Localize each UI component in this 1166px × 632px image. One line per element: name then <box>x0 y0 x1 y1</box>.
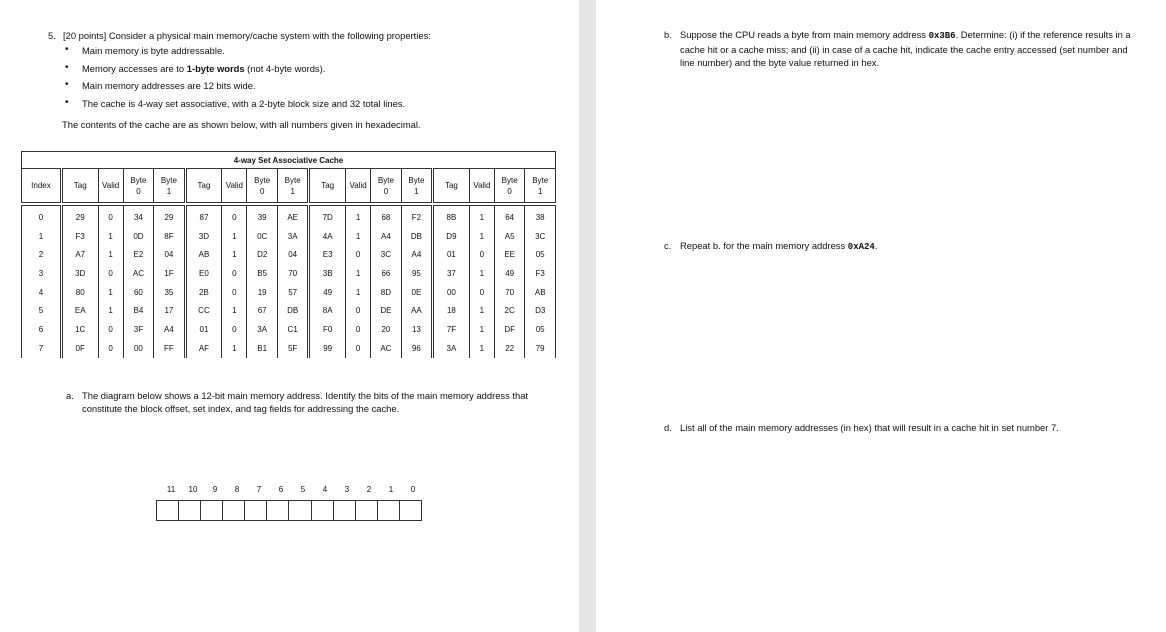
table-cell: 0 <box>98 339 123 358</box>
table-cell: 4A <box>309 227 346 246</box>
table-cell: 0 <box>222 264 247 283</box>
table-cell: 87 <box>185 206 222 227</box>
bit-box[interactable] <box>267 501 289 520</box>
table-cell: 22 <box>494 339 524 358</box>
table-cell: 5F <box>277 339 308 358</box>
table-cell: 2B <box>185 283 222 302</box>
table-cell: 3A <box>277 227 308 246</box>
table-cell: A7 <box>61 245 98 264</box>
table-cell: 00 <box>433 283 470 302</box>
table-cell: 3A <box>247 320 277 339</box>
table-cell: 0 <box>98 206 123 227</box>
table-cell: B5 <box>247 264 277 283</box>
set-index-cell: 7 <box>22 339 62 358</box>
table-cell: 0 <box>469 283 494 302</box>
table-cell: B1 <box>247 339 277 358</box>
table-cell: 3B <box>309 264 346 283</box>
table-cell: 1 <box>469 227 494 246</box>
bit-box[interactable] <box>356 501 378 520</box>
bit-box[interactable] <box>245 501 267 520</box>
table-cell: 19 <box>247 283 277 302</box>
table-cell: AA <box>401 301 432 320</box>
table-cell: 3D <box>185 227 222 246</box>
bit-label: 1 <box>388 485 394 494</box>
property-item: • Memory accesses are to 1-byte words (not 4-byte words). <box>62 63 562 81</box>
table-cell: 3D <box>61 264 98 283</box>
bit-box[interactable] <box>378 501 400 520</box>
table-cell: 1 <box>98 227 123 246</box>
table-cell: 0 <box>345 245 370 264</box>
table-cell: 0F <box>61 339 98 358</box>
table-cell: 60 <box>123 283 153 302</box>
table-cell: 3C <box>525 227 556 246</box>
table-cell: AE <box>277 206 308 227</box>
left-page <box>0 0 579 632</box>
table-cell: 1 <box>98 301 123 320</box>
table-cell: 3A <box>433 339 470 358</box>
set-index-cell: 3 <box>22 264 62 283</box>
bit-label: 4 <box>322 485 328 494</box>
table-cell: 8F <box>154 227 185 246</box>
table-cell: AC <box>123 264 153 283</box>
table-cell: 3F <box>123 320 153 339</box>
table-cell: 13 <box>401 320 432 339</box>
table-cell: 1 <box>469 206 494 227</box>
table-cell: 7D <box>309 206 346 227</box>
set-index-cell: 2 <box>22 245 62 264</box>
table-cell: 0 <box>98 320 123 339</box>
table-cell: 99 <box>309 339 346 358</box>
part-a-text: The diagram below shows a 12-bit main memory address. Identify the bits of the main memory address that constitute the block offset, set index, and tag fields for addressing the cache. <box>82 390 529 414</box>
header-byte1: Byte 1 <box>401 169 432 203</box>
bit-box[interactable] <box>312 501 334 520</box>
bit-box[interactable] <box>157 501 179 520</box>
table-cell: 70 <box>277 264 308 283</box>
header-byte1: Byte 1 <box>277 169 308 203</box>
table-row <box>22 245 556 264</box>
cache-table-body <box>22 206 556 358</box>
bit-box[interactable] <box>223 501 245 520</box>
table-cell: DB <box>277 301 308 320</box>
table-cell: 01 <box>433 245 470 264</box>
part-c: c. Repeat b. for the main memory address 0xA24. <box>664 239 1134 254</box>
table-cell: A4 <box>401 245 432 264</box>
header-tag: Tag <box>433 169 470 203</box>
table-cell: D2 <box>247 245 277 264</box>
table-row <box>22 283 556 302</box>
bit-box[interactable] <box>334 501 356 520</box>
bit-label: 2 <box>366 485 372 494</box>
property-item: • Main memory addresses are 12 bits wide. <box>62 80 562 98</box>
table-cell: 34 <box>123 206 153 227</box>
table-cell: AB <box>525 283 556 302</box>
bit-position-labels <box>160 485 423 497</box>
header-valid: Valid <box>345 169 370 203</box>
table-cell: 95 <box>401 264 432 283</box>
table-cell: 67 <box>247 301 277 320</box>
table-cell: 49 <box>494 264 524 283</box>
table-cell: F0 <box>309 320 346 339</box>
table-cell: B4 <box>123 301 153 320</box>
table-cell: C1 <box>277 320 308 339</box>
table-cell: 38 <box>525 206 556 227</box>
header-byte1: Byte 1 <box>525 169 556 203</box>
set-index-cell: 0 <box>22 206 62 227</box>
table-cell: 20 <box>371 320 401 339</box>
table-cell: A4 <box>154 320 185 339</box>
table-cell: 0 <box>222 283 247 302</box>
table-cell: 8A <box>309 301 346 320</box>
table-cell: 1 <box>222 301 247 320</box>
bit-box[interactable] <box>201 501 223 520</box>
part-a: a. The diagram below shows a 12-bit main memory address. Identify the bits of the main memory address that constitute the block offset, set index, and tag fields for addressing the cache. <box>66 389 546 415</box>
table-cell: A5 <box>494 227 524 246</box>
table-cell: EE <box>494 245 524 264</box>
table-cell: 1 <box>345 283 370 302</box>
table-cell: 1 <box>222 227 247 246</box>
table-cell: DE <box>371 301 401 320</box>
table-cell: 29 <box>154 206 185 227</box>
question-number: 5. <box>48 30 56 41</box>
table-cell: F2 <box>401 206 432 227</box>
part-d-text: List all of the main memory addresses (in hex) that will result in a cache hit in set number 7. <box>680 422 1059 433</box>
table-cell: 0 <box>469 245 494 264</box>
table-cell: D9 <box>433 227 470 246</box>
table-cell: 1 <box>469 264 494 283</box>
table-cell: DB <box>401 227 432 246</box>
table-row <box>22 301 556 320</box>
set-index-cell: 1 <box>22 227 62 246</box>
table-cell: 0C <box>247 227 277 246</box>
table-cell: D3 <box>525 301 556 320</box>
bit-label: 7 <box>256 485 262 494</box>
address-0x3b6: 0x3B6 <box>928 31 956 41</box>
table-cell: 68 <box>371 206 401 227</box>
table-cell: 0 <box>98 264 123 283</box>
header-byte1: Byte 1 <box>154 169 185 203</box>
table-cell: 57 <box>277 283 308 302</box>
bit-label: 3 <box>344 485 350 494</box>
table-cell: 80 <box>61 283 98 302</box>
table-cell: 05 <box>525 245 556 264</box>
table-cell: EA <box>61 301 98 320</box>
table-cell: 66 <box>371 264 401 283</box>
part-c-text: Repeat b. for the main memory address 0xA24. <box>680 240 878 252</box>
table-cell: 1 <box>345 227 370 246</box>
table-cell: 1 <box>469 320 494 339</box>
cache-table <box>21 151 556 358</box>
table-cell: 05 <box>525 320 556 339</box>
address-bit-diagram <box>156 500 422 521</box>
header-byte0: Byte 0 <box>123 169 153 203</box>
set-index-cell: 5 <box>22 301 62 320</box>
table-cell: 70 <box>494 283 524 302</box>
table-cell: 1 <box>222 245 247 264</box>
part-b-text: Suppose the CPU reads a byte from main memory address 0x3B6. Determine: (i) if the reference results in a cache hit or a cache miss; and (ii) in case of a cache hit, indicate the cache entry accessed (set number and line number) and the byte value returned in hex. <box>680 29 1131 68</box>
table-cell: 0 <box>345 320 370 339</box>
table-cell: A4 <box>371 227 401 246</box>
table-cell: F3 <box>61 227 98 246</box>
table-cell: 37 <box>433 264 470 283</box>
bit-label: 6 <box>278 485 284 494</box>
part-b: b. Suppose the CPU reads a byte from main memory address 0x3B6. Determine: (i) if the reference results in a cache hit or a cache miss; and (ii) in case of a cache hit, indicate the cache entry accessed (set number and line number) and the byte value returned in hex. <box>664 28 1134 69</box>
table-cell: AF <box>185 339 222 358</box>
table-cell: 1 <box>469 301 494 320</box>
header-byte0: Byte 0 <box>494 169 524 203</box>
bit-box[interactable] <box>179 501 201 520</box>
table-cell: 1 <box>345 206 370 227</box>
cache-table-header <box>22 169 556 203</box>
property-list <box>62 45 562 115</box>
table-cell: 00 <box>123 339 153 358</box>
table-cell: E2 <box>123 245 153 264</box>
table-cell: 04 <box>154 245 185 264</box>
part-d: d. List all of the main memory addresses (in hex) that will result in a cache hit in set number 7. <box>664 421 1144 434</box>
table-cell: 2C <box>494 301 524 320</box>
bit-label: 5 <box>300 485 306 494</box>
table-cell: 1 <box>222 339 247 358</box>
table-cell: 8D <box>371 283 401 302</box>
table-cell: DF <box>494 320 524 339</box>
table-cell: 64 <box>494 206 524 227</box>
property-item: • The cache is 4-way set associative, with a 2-byte block size and 32 total lines. <box>62 98 562 116</box>
table-cell: 17 <box>154 301 185 320</box>
table-cell: F3 <box>525 264 556 283</box>
table-cell: 8B <box>433 206 470 227</box>
bit-label: 8 <box>234 485 240 494</box>
table-cell: 01 <box>185 320 222 339</box>
table-cell: 1C <box>61 320 98 339</box>
table-cell: 0E <box>401 283 432 302</box>
table-cell: 04 <box>277 245 308 264</box>
table-cell: 35 <box>154 283 185 302</box>
bit-label: 11 <box>166 485 176 494</box>
address-0xa24: 0xA24 <box>847 242 875 252</box>
header-tag: Tag <box>61 169 98 203</box>
table-cell: 3C <box>371 245 401 264</box>
table-row <box>22 339 556 358</box>
table-row <box>22 264 556 283</box>
bit-label: 9 <box>212 485 218 494</box>
set-index-cell: 4 <box>22 283 62 302</box>
table-cell: 1 <box>98 283 123 302</box>
bit-label: 10 <box>188 485 198 494</box>
table-row <box>22 206 556 227</box>
table-cell: 0D <box>123 227 153 246</box>
cache-table-title: 4-way Set Associative Cache <box>22 152 556 169</box>
header-valid: Valid <box>222 169 247 203</box>
table-row <box>22 320 556 339</box>
table-cell: 1 <box>469 339 494 358</box>
table-cell: 0 <box>345 339 370 358</box>
contents-note: The contents of the cache are as shown below, with all numbers given in hexadecimal. <box>62 119 421 130</box>
table-cell: 29 <box>61 206 98 227</box>
table-cell: 1F <box>154 264 185 283</box>
property-item: • Main memory is byte addressable. <box>62 45 562 63</box>
table-cell: 0 <box>222 320 247 339</box>
header-index: Index <box>22 169 62 203</box>
table-cell: AB <box>185 245 222 264</box>
header-valid: Valid <box>98 169 123 203</box>
set-index-cell: 6 <box>22 320 62 339</box>
table-cell: E3 <box>309 245 346 264</box>
table-cell: 96 <box>401 339 432 358</box>
bit-box[interactable] <box>400 501 421 520</box>
table-cell: 39 <box>247 206 277 227</box>
header-valid: Valid <box>469 169 494 203</box>
table-cell: AC <box>371 339 401 358</box>
header-byte0: Byte 0 <box>371 169 401 203</box>
header-byte0: Byte 0 <box>247 169 277 203</box>
table-cell: 1 <box>98 245 123 264</box>
table-cell: 0 <box>222 206 247 227</box>
question-intro-text: [20 points] Consider a physical main memory/cache system with the following properties: <box>63 30 431 41</box>
table-cell: 1 <box>345 264 370 283</box>
right-page <box>596 0 1166 632</box>
table-cell: CC <box>185 301 222 320</box>
header-tag: Tag <box>185 169 222 203</box>
table-cell: 18 <box>433 301 470 320</box>
header-tag: Tag <box>309 169 346 203</box>
table-cell: 79 <box>525 339 556 358</box>
bit-box[interactable] <box>289 501 311 520</box>
bit-label: 0 <box>410 485 416 494</box>
table-row <box>22 227 556 246</box>
table-cell: 7F <box>433 320 470 339</box>
table-cell: FF <box>154 339 185 358</box>
table-cell: E0 <box>185 264 222 283</box>
table-cell: 49 <box>309 283 346 302</box>
table-cell: 0 <box>345 301 370 320</box>
